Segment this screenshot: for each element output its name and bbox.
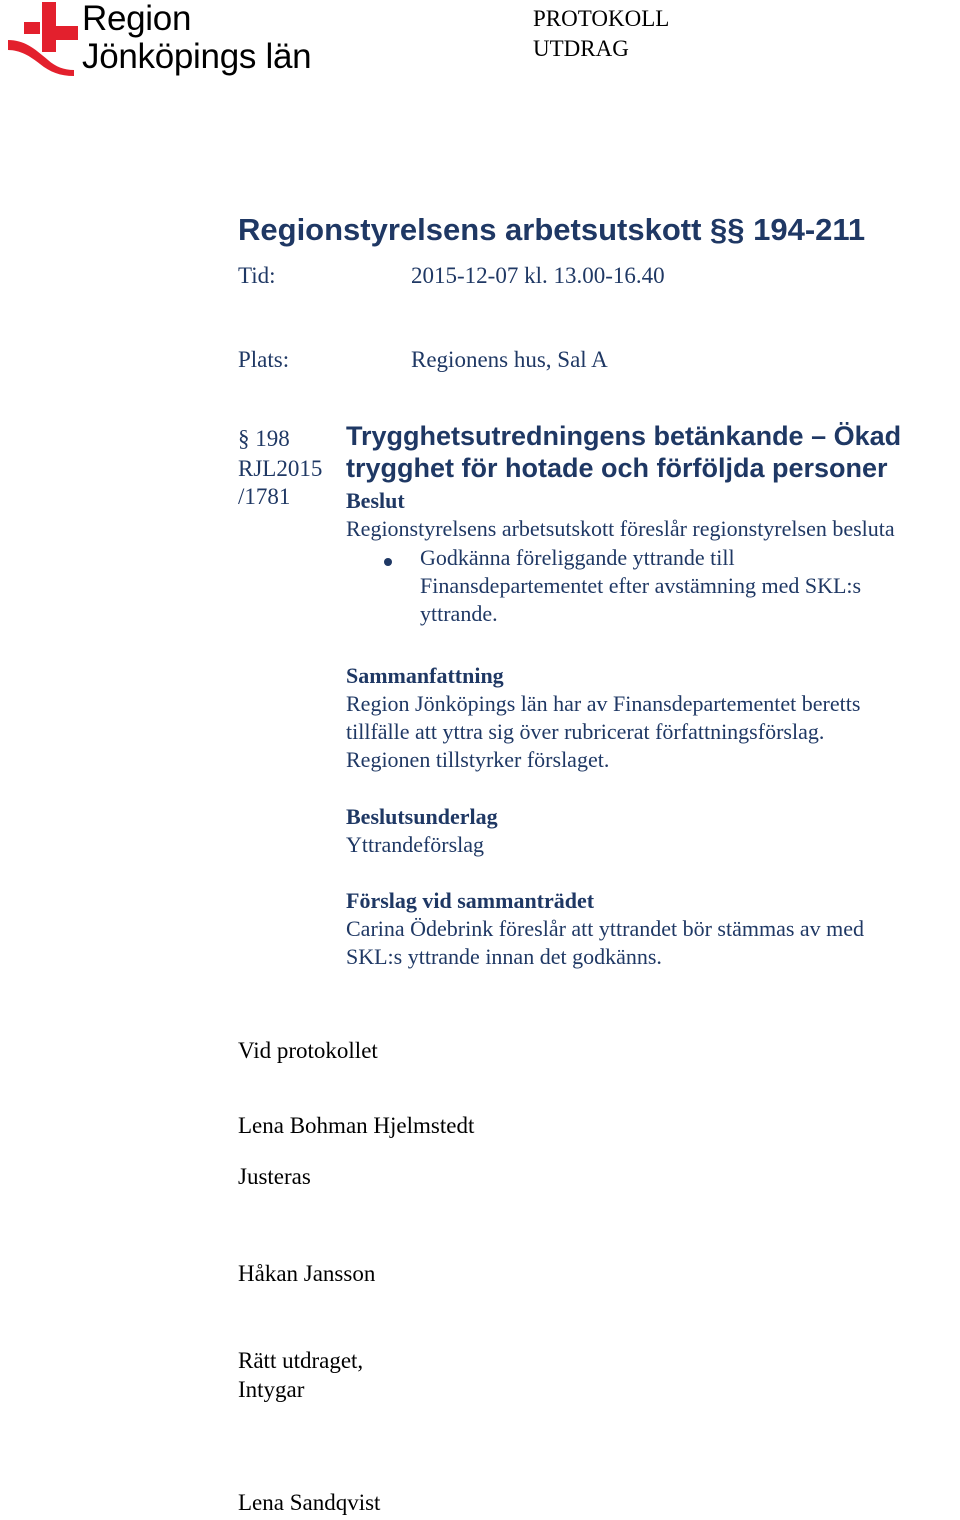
region-logo: [4, 0, 314, 80]
logo-line-2: Jönköpings län: [82, 37, 312, 76]
document-type-line-2: UTDRAG: [533, 36, 629, 61]
certifier-name: Lena Sandqvist: [238, 1490, 381, 1515]
document-type-line-1: PROTOKOLL: [533, 6, 670, 31]
certified-line-2: Intygar: [238, 1377, 305, 1402]
minutes-label: Vid protokollet: [238, 1038, 378, 1063]
decision-bullet-line-3: yttrande.: [420, 601, 498, 626]
document-type: [533, 4, 669, 64]
adjuster-name: Håkan Jansson: [238, 1261, 376, 1286]
paragraph-number: § 198: [238, 426, 290, 451]
time-value: 2015-12-07 kl. 13.00-16.40: [411, 263, 665, 288]
item-heading-line-2: trygghet för hotade och förföljda personer: [346, 453, 888, 483]
logo-line-1: Region: [82, 0, 192, 38]
place-label: Plats:: [238, 347, 290, 372]
proposal-line-2: SKL:s yttrande innan det godkänns.: [346, 944, 662, 969]
reference-line-2: /1781: [238, 484, 291, 509]
place-value: Regionens hus, Sal A: [411, 347, 608, 372]
decision-bullet-line-1: Godkänna föreliggande yttrande till: [420, 545, 735, 570]
certified-line-1: Rätt utdraget,: [238, 1348, 364, 1373]
basis-heading: Beslutsunderlag: [346, 804, 498, 829]
region-logo-mark-icon: [4, 0, 80, 76]
decision-intro: Regionstyrelsens arbetsutskott föreslår regionstyrelsen besluta: [346, 516, 895, 541]
decision-bullet-line-2: Finansdepartementet efter avstämning med SKL:s: [420, 573, 862, 598]
summary-line-2: tillfälle att yttra sig över rubricerat författningsförslag.: [346, 719, 825, 744]
logo-wordmark: [82, 0, 311, 76]
time-label: Tid:: [238, 263, 276, 288]
reference-line-1: RJL2015: [238, 456, 323, 481]
summary-line-3: Regionen tillstyrker förslaget.: [346, 747, 610, 772]
summary-heading: Sammanfattning: [346, 663, 504, 688]
proposal-line-1: Carina Ödebrink föreslår att yttrandet bör stämmas av med: [346, 916, 865, 941]
basis-text: Yttrandeförslag: [346, 832, 485, 857]
summary-line-1: Region Jönköpings län har av Finansdepartementet beretts: [346, 691, 861, 716]
secretary-name: Lena Bohman Hjelmstedt: [238, 1113, 475, 1138]
item-heading-line-1: Trygghetsutredningens betänkande – Ökad: [346, 421, 902, 451]
proposal-heading: Förslag vid sammanträdet: [346, 888, 595, 913]
meeting-title: Regionstyrelsens arbetsutskott §§ 194-211: [238, 212, 866, 247]
bullet-icon: [384, 558, 392, 566]
decision-heading: Beslut: [346, 488, 405, 513]
adjusted-label: Justeras: [238, 1164, 311, 1189]
